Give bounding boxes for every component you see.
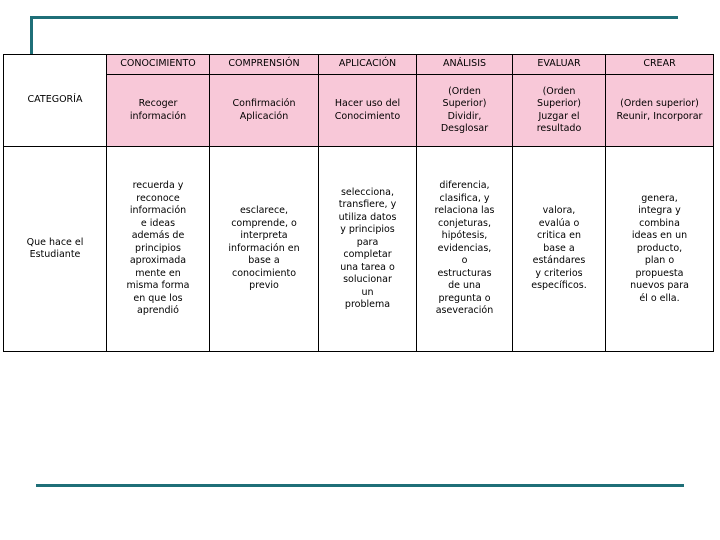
subheading-text: (Orden Superior) Dividir, Desglosar bbox=[440, 85, 489, 134]
row-label-student bbox=[4, 147, 107, 352]
row-label-text: Que hace el Estudiante bbox=[26, 236, 84, 260]
action-cell bbox=[513, 147, 606, 352]
action-text: esclarece, comprende, o interpreta información en base a conocimiento previo bbox=[228, 205, 300, 292]
action-cell bbox=[417, 147, 513, 352]
heading-cell: COMPRENSIÓN bbox=[210, 55, 319, 75]
decorative-top-rule bbox=[30, 16, 678, 19]
subheading-cell bbox=[319, 75, 417, 147]
action-text: valora, evalúa o critica en base a estándares y criterios específicos. bbox=[531, 205, 587, 292]
decorative-left-rule bbox=[30, 16, 33, 54]
heading-cell: CONOCIMIENTO bbox=[107, 55, 210, 75]
action-text: selecciona, transfiere, y utiliza datos y principios para completar una tarea o solucionar un problema bbox=[338, 186, 397, 310]
subheading-text: Confirmación Aplicación bbox=[232, 98, 296, 122]
subheading-cell bbox=[513, 75, 606, 147]
heading-cell: EVALUAR bbox=[513, 55, 606, 75]
table-row-student-actions bbox=[4, 147, 714, 352]
table-row-subheadings bbox=[4, 75, 714, 147]
action-cell bbox=[107, 147, 210, 352]
action-cell bbox=[210, 147, 319, 352]
table-row-headings bbox=[4, 55, 714, 75]
subheading-cell bbox=[606, 75, 714, 147]
action-text: recuerda y reconoce información e ideas además de principios aproximada mente en misma forma en que los aprendió bbox=[126, 180, 190, 317]
subheading-text: Recoger información bbox=[129, 98, 187, 122]
subheading-cell bbox=[417, 75, 513, 147]
action-text: genera, integra y combina ideas en un producto, plan o propuesta nuevos para él o ella. bbox=[630, 192, 689, 304]
subheading-text: Hacer uso del Conocimiento bbox=[334, 98, 401, 122]
heading-cell: ANÁLISIS bbox=[417, 55, 513, 75]
action-cell bbox=[319, 147, 417, 352]
subheading-cell bbox=[210, 75, 319, 147]
subheading-text: (Orden Superior) Juzgar el resultado bbox=[536, 85, 582, 134]
decorative-bottom-rule bbox=[36, 484, 684, 487]
action-text: diferencia, clasifica, y relaciona las conjeturas, hipótesis, evidencias, o estructuras de una pregunta o aseveración bbox=[434, 180, 495, 317]
subheading-cell bbox=[107, 75, 210, 147]
heading-cell: CREAR bbox=[606, 55, 714, 75]
subheading-text: (Orden superior) Reunir, Incorporar bbox=[616, 98, 703, 122]
category-label: CATEGORÍA bbox=[4, 55, 107, 147]
action-cell bbox=[606, 147, 714, 352]
bloom-taxonomy-table bbox=[3, 54, 714, 352]
heading-cell: APLICACIÓN bbox=[319, 55, 417, 75]
